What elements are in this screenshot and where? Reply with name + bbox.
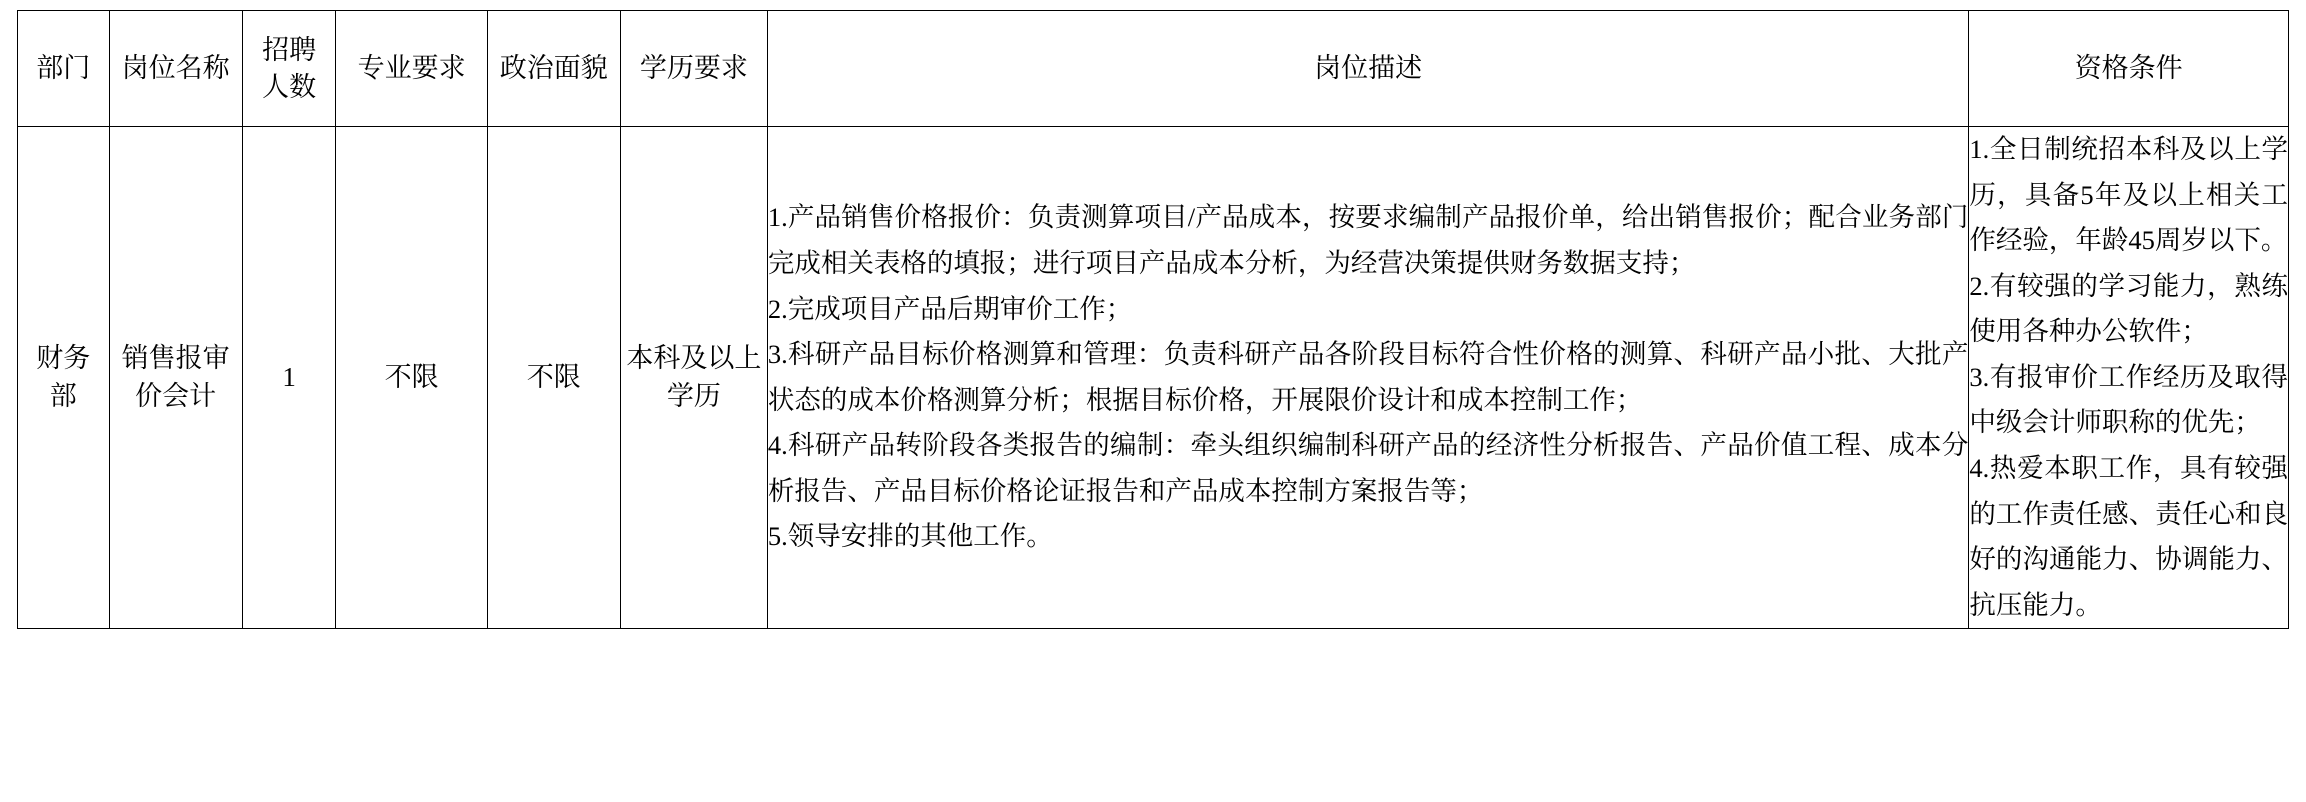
paragraph-line: 1.产品销售价格报价：负责测算项目/产品成本，按要求编制产品报价单，给出销售报价；配合业务部门完成相关表格的填报；进行项目产品成本分析，为经营决策提供财务数据支持；	[767, 202, 1969, 278]
header-headcount-line1: 招聘	[262, 35, 317, 66]
paragraph-line: 4.热爱本职工作，具有较强的工作责任感、责任心和良好的沟通能力、协调能力、抗压能力。	[1969, 453, 2288, 620]
header-department: 部门	[18, 11, 110, 127]
header-headcount	[242, 11, 336, 127]
paragraph-line: 2.有较强的学习能力，熟练使用各种办公软件；	[1969, 270, 2288, 347]
table-body	[18, 127, 2289, 629]
cell-department-line1: 财务	[36, 343, 91, 374]
cell-major-requirement: 不限	[336, 127, 487, 629]
header-education-requirement: 学历要求	[620, 11, 767, 127]
job-description-text	[768, 195, 1969, 560]
paragraph-line: 3.科研产品目标价格测算和管理：负责科研产品各阶段目标符合性价格的测算、科研产品小批、大批产状态的成本价格测算分析；根据目标价格，开展限价设计和成本控制工作；	[767, 339, 1969, 415]
cell-job-description	[767, 127, 1969, 629]
header-row	[18, 11, 2289, 127]
paragraph-line: 1.全日制统招本科及以上学历，具备5年及以上相关工作经验，年龄45周岁以下。	[1969, 134, 2288, 256]
header-political-status: 政治面貌	[487, 11, 620, 127]
header-major-requirement: 专业要求	[336, 11, 487, 127]
document-page	[0, 10, 2306, 802]
cell-department-line2: 部	[49, 380, 77, 411]
cell-post-name-line1: 销售报审	[121, 343, 230, 374]
table-header	[18, 11, 2289, 127]
header-post-name: 岗位名称	[109, 11, 242, 127]
paragraph-line: 5.领导安排的其他工作。	[767, 521, 1053, 552]
cell-education-requirement	[620, 127, 767, 629]
paragraph-line: 4.科研产品转阶段各类报告的编制：牵头组织编制科研产品的经济性分析报告、产品价值工程、成本分析报告、产品目标价格论证报告和产品成本控制方案报告等；	[767, 430, 1969, 506]
header-job-description: 岗位描述	[767, 11, 1969, 127]
cell-department	[18, 127, 110, 629]
cell-education-line2: 学历	[666, 380, 721, 411]
cell-headcount: 1	[242, 127, 336, 629]
cell-post-name	[109, 127, 242, 629]
paragraph-line: 2.完成项目产品后期审价工作；	[767, 293, 1133, 324]
qualification-text	[1969, 127, 2288, 628]
header-qualification: 资格条件	[1969, 11, 2289, 127]
header-headcount-line2: 人数	[262, 71, 317, 102]
cell-education-line1: 本科及以上	[626, 343, 762, 374]
cell-qualification	[1969, 127, 2289, 629]
cell-political-status: 不限	[487, 127, 620, 629]
paragraph-line: 3.有报审价工作经历及取得中级会计师职称的优先；	[1969, 361, 2288, 438]
cell-post-name-line2: 价会计	[135, 380, 217, 411]
table-row	[18, 127, 2289, 629]
job-posting-table	[17, 10, 2289, 629]
